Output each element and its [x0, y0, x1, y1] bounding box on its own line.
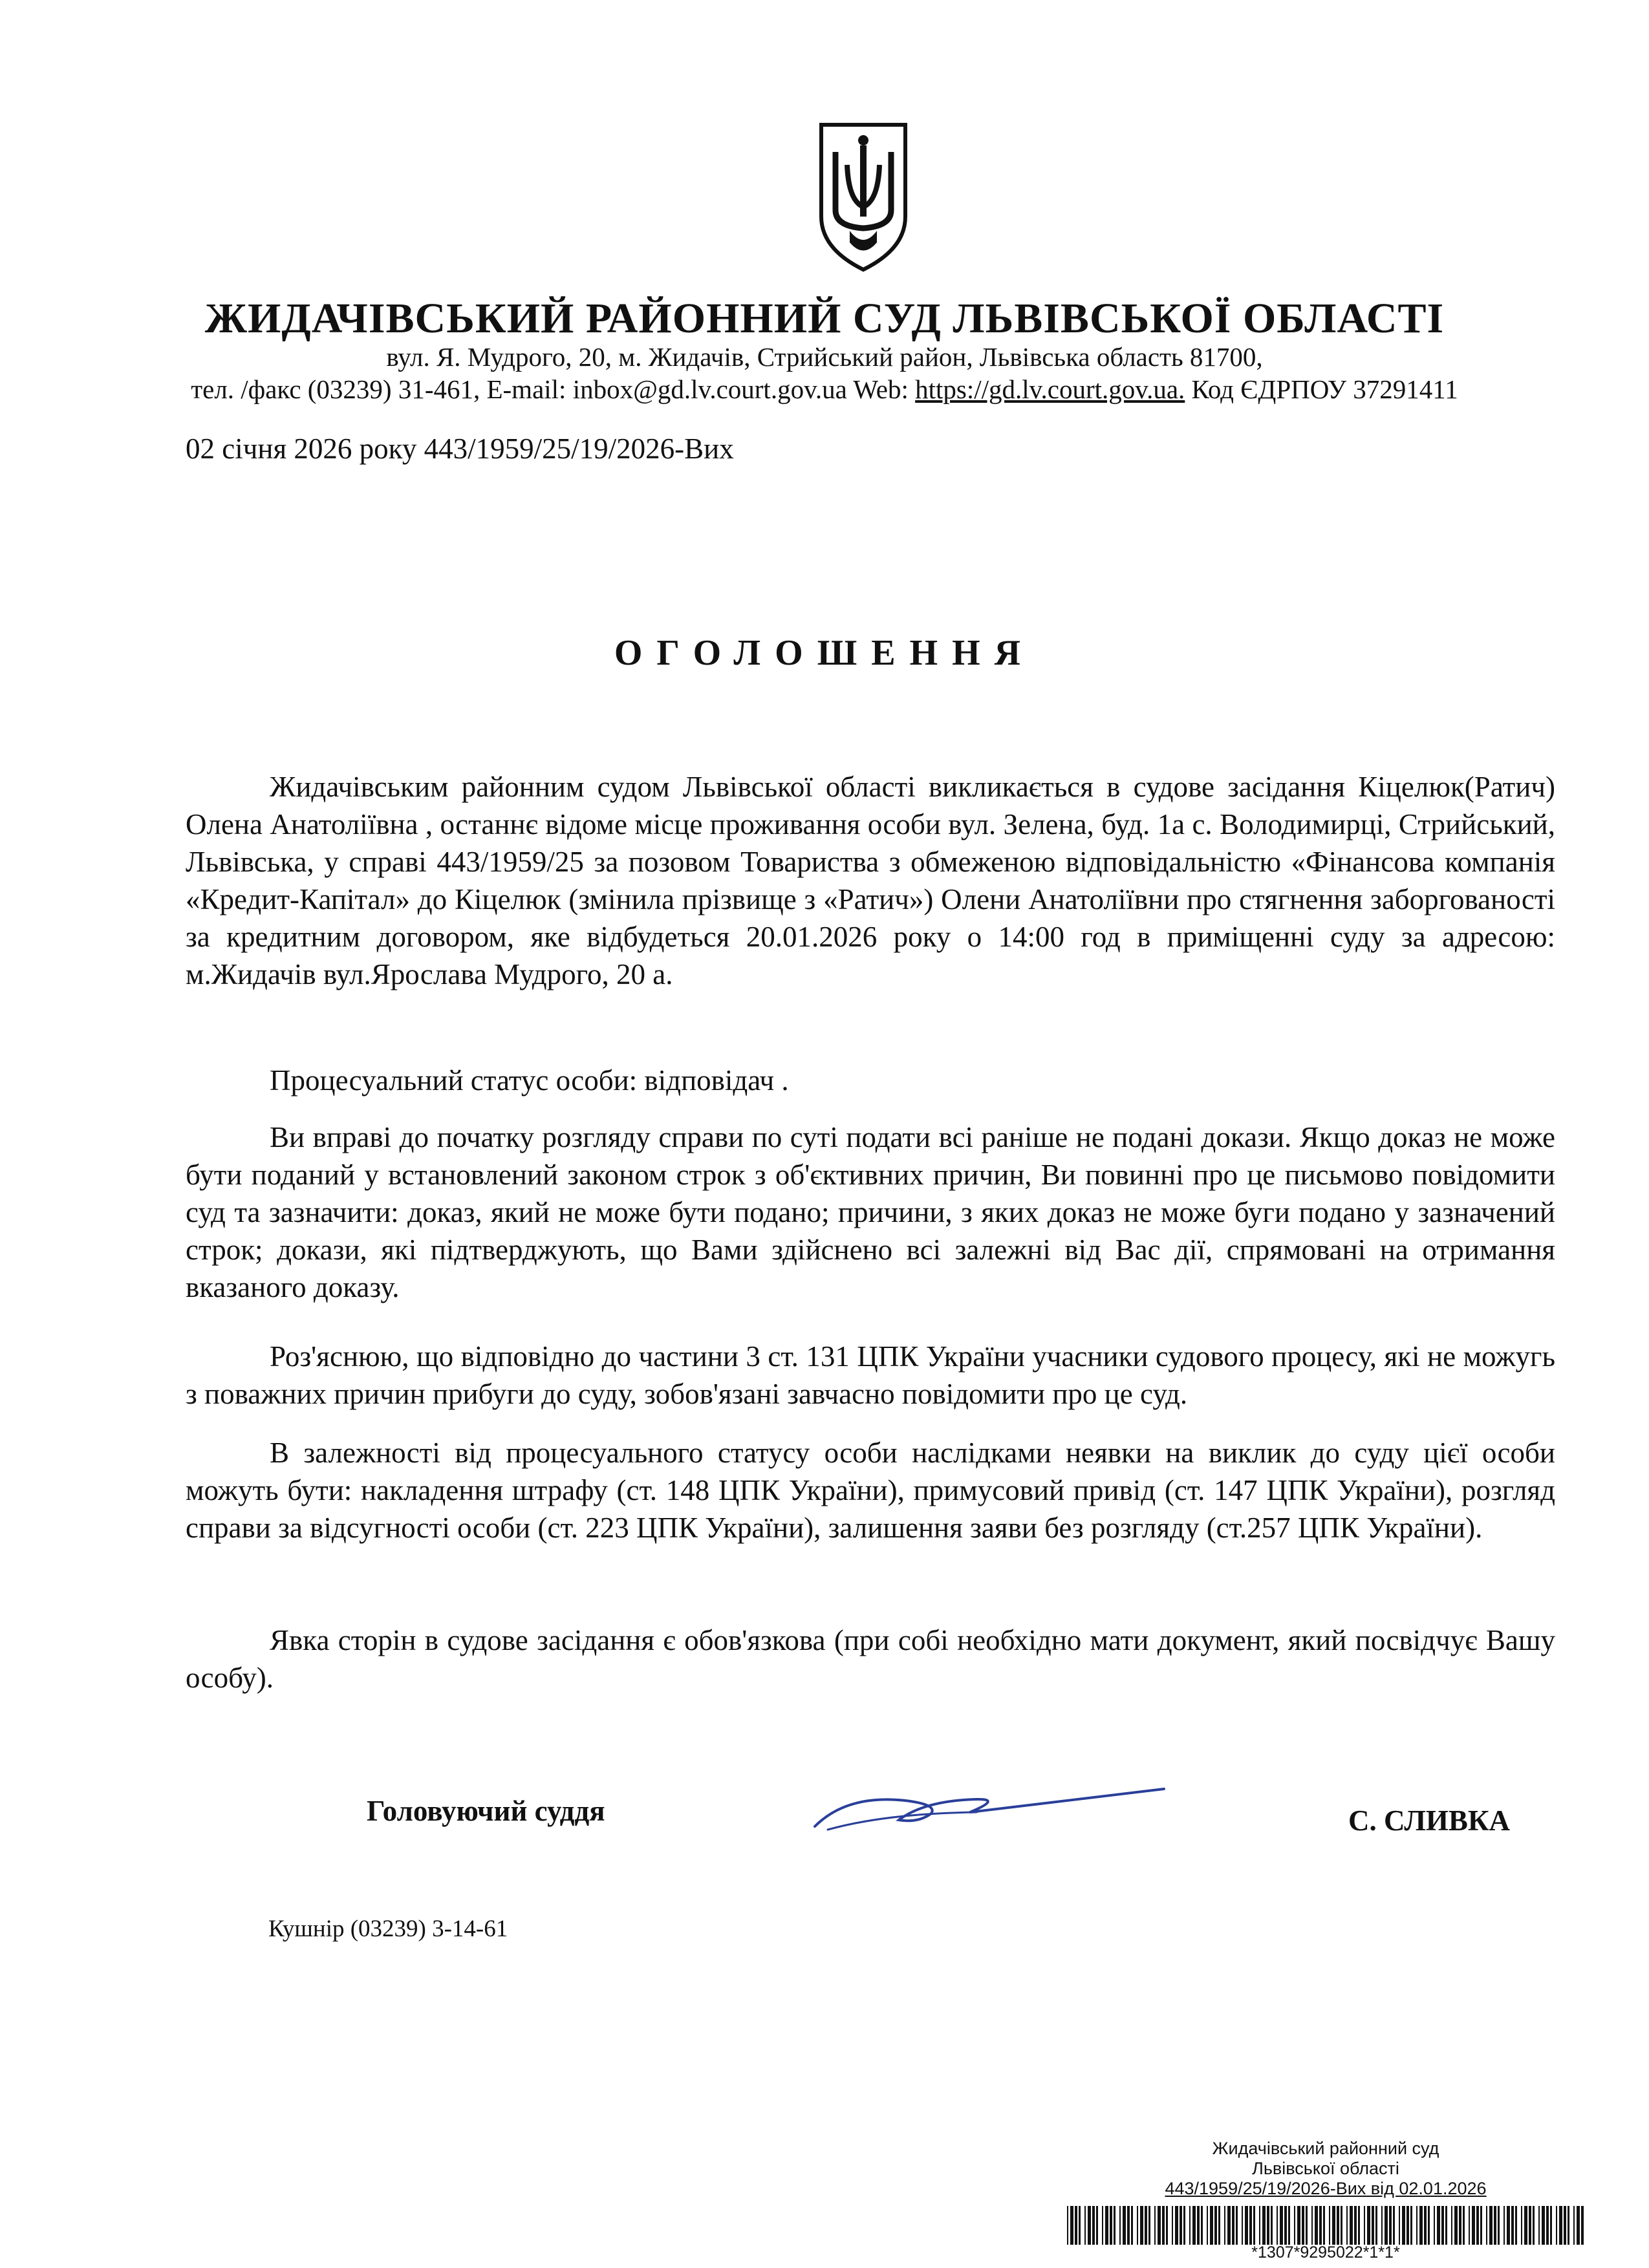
coat-of-arms-icon — [816, 120, 911, 275]
notice-paragraph-status: Процесуальний статус особи: відповідач . — [270, 1064, 789, 1097]
stamp-court-name: Жидачівський районний суд — [1212, 2139, 1439, 2158]
stamp-reference: 443/1959/25/19/2026-Вих від 02.01.2026 — [1165, 2179, 1487, 2198]
notice-paragraph-evidence: Ви вправі до початку розгляду справи по суті подати всі раніше не подані докази. Якщо доказ не може бути поданий у встановлений законом строк з об'єктивних причин, Ви повинні про це письмово повідомити суд та зазначити: доказ, який не може бути подано; причини, з яких доказ не може буги подано у зазначений строк; докази, які підтверджують, що Вами здійснено всі залежні від Вас дії, спрямовані на отримання вказаного доказу. — [186, 1121, 1555, 1303]
notice-title: ОГОЛОШЕННЯ — [614, 633, 1035, 673]
notice-paragraph-explanation: Роз'яснюю, що відповідно до частини 3 ст. 131 ЦПК України учасники судового процесу, які не можугь з поважних причин прибуги до суду, зобов'язані завчасно повідомити про це суд. — [186, 1340, 1555, 1410]
court-address: вул. Я. Мудрого, 20, м. Жидачів, Стрийський район, Львівська область 81700, — [386, 342, 1263, 372]
contacts-suffix: Код ЄДРПОУ 37291411 — [1185, 374, 1458, 404]
court-website-link[interactable]: https://gd.lv.court.gov.ua. — [915, 374, 1185, 404]
barcode-number: *1307*9295022*1*1* — [1251, 2243, 1400, 2262]
notice-paragraph-attendance: Явка сторін в судове засідання є обов'язкова (при собі необхідно мати документ, який посвідчує Вашу особу). — [186, 1624, 1555, 1694]
contacts-prefix: тел. /факс (03239) 31-461, E-mail: inbox@gd.lv.court.gov.ua Web: — [191, 374, 916, 404]
judge-name: С. СЛИВКА — [1348, 1804, 1511, 1837]
notice-paragraph-consequences: В залежності від процесуального статусу особи наслідками неявки на виклик до суду цієї особи можуть бути: накладення штрафу (ст. 148 ЦПК України), примусовий привід (ст. 147 ЦПК України), розгляд справи за відсугності особи (ст. 223 ЦПК України), залишення заяви без розгляду (ст.257 ЦПК України). — [186, 1437, 1555, 1544]
notice-paragraph-summons: Жидачівським районним судом Львівської області викликається в судове засідання Кіцелюк(Ратич) Олена Анатоліївна , останнє відоме місце проживання особи вул. Зелена, буд. 1а с. Володимирці, Стрийський, Львівська, у справі 443/1959/25 за позовом Товариства з обмеженою відповідальністю «Фінансова компанія «Кредит-Капітал» до Кіцелюк (змінила прізвище з «Ратич») Олени Анатоліївни про стягнення заборгованості за кредитним договором, яке відбудеться 20.01.2026 року о 14:00 год в приміщенні суду за адресою: м.Жидачів вул.Ярослава Мудрого, 20 а. — [186, 771, 1555, 990]
judge-role: Головуючий суддя — [367, 1795, 605, 1827]
signature-icon — [808, 1775, 1170, 1839]
stamp-region: Львівської області — [1252, 2159, 1399, 2178]
registration-stamp — [1061, 2139, 1591, 2199]
court-contacts — [0, 374, 1649, 405]
barcode-icon — [1067, 2206, 1584, 2245]
outgoing-reference: 02 січня 2026 року 443/1959/25/19/2026-Вих — [186, 433, 734, 465]
court-name: ЖИДАЧІВСЬКИЙ РАЙОННИЙ СУД ЛЬВІВСЬКОЇ ОБЛАСТІ — [204, 295, 1445, 342]
executor-contact: Кушнір (03239) 3-14-61 — [268, 1916, 508, 1942]
